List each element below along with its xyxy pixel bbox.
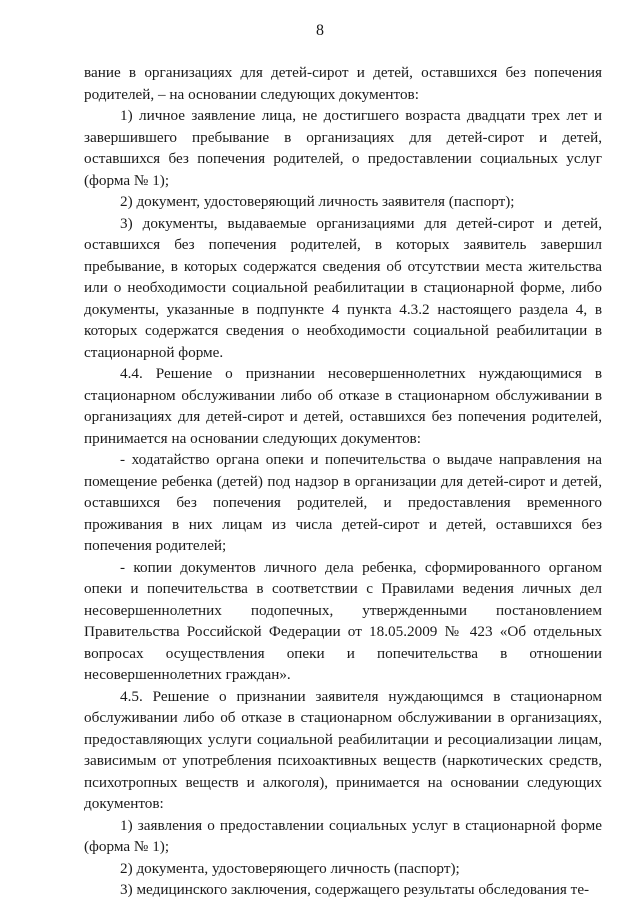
paragraph-continuation: вание в организациях для детей-сирот и детей, оставшихся без попечения родителей, – на основании следующих документов: [84,64,602,103]
document-body [84,62,602,901]
paragraph-section-4-5: 4.5. Решение о признании заявителя нуждающимся в стационарном обслуживании либо об отказе в стационарном обслуживании в организациях, предоставляющих услуги социальной реабилитации и ресоциализации лицам, зависимым от употребления психоактивных веществ (наркотических средств, психотропных веществ и алкоголя), принимается на основании следующих документов: [84,687,602,812]
paragraph-item-1-personal-application: 1) личное заявление лица, не достигшего возраста двадцати трех лет и завершившего пребывание в организациях для детей-сирот и детей, оставшихся без попечения родителей, о предоставлении социальных услуг (форма № 1); [84,107,602,189]
paragraph-item-3-organization-documents: 3) документы, выдаваемые организациями для детей-сирот и детей, оставшихся без попечения родителей, в которых заявитель завершил пребывание, в которых содержатся сведения об отсутствии места жительства или о необходимости социальной реабилитации в стационарной форме, либо документы, указанные в подпункте 4 пункта 4.3.2 настоящего раздела 4, в которых содержатся сведения о необходимости социальной реабилитации в стационарной форме. [84,214,602,361]
paragraph-personal-file-copies: - копии документов личного дела ребенка, сформированного органом опеки и попечительства в соответствии с Правилами ведения личных дел несовершеннолетних подопечных, утвержденными постановлением Правительства Российской Федерации от 18.05.2009 № 423 «Об отдельных вопросах осуществления опеки и попечительства в отношении несовершеннолетних граждан». [84,558,602,683]
paragraph-guardianship-petition: - ходатайство органа опеки и попечительства о выдаче направления на помещение ребенка (детей) под надзор в организации для детей-сирот и детей, оставшихся без попечения родителей, и предоставления временного проживания в них лицам из числа детей-сирот и детей, оставшихся без попечения родителей; [84,451,602,554]
paragraph-item-1-application-form: 1) заявления о предоставлении социальных услуг в стационарной форме (форма № 1); [84,816,602,855]
paragraph-item-2-identity-document: 2) документ, удостоверяющий личность заявителя (паспорт); [120,193,515,210]
page-number: 8 [316,22,324,39]
paragraph-item-2-identity-document: 2) документа, удостоверяющего личность (паспорт); [120,859,460,877]
paragraph-item-3-medical-report: 3) медицинского заключения, содержащего результаты обследования те- [120,881,590,898]
paragraph-section-4-4: 4.4. Решение о признании несовершеннолетних нуждающимися в стационарном обслуживании либо об отказе в стационарном обслуживании в организациях для детей-сирот и детей, оставшихся без попечения родителей, принимается на основании следующих документов: [84,365,602,447]
